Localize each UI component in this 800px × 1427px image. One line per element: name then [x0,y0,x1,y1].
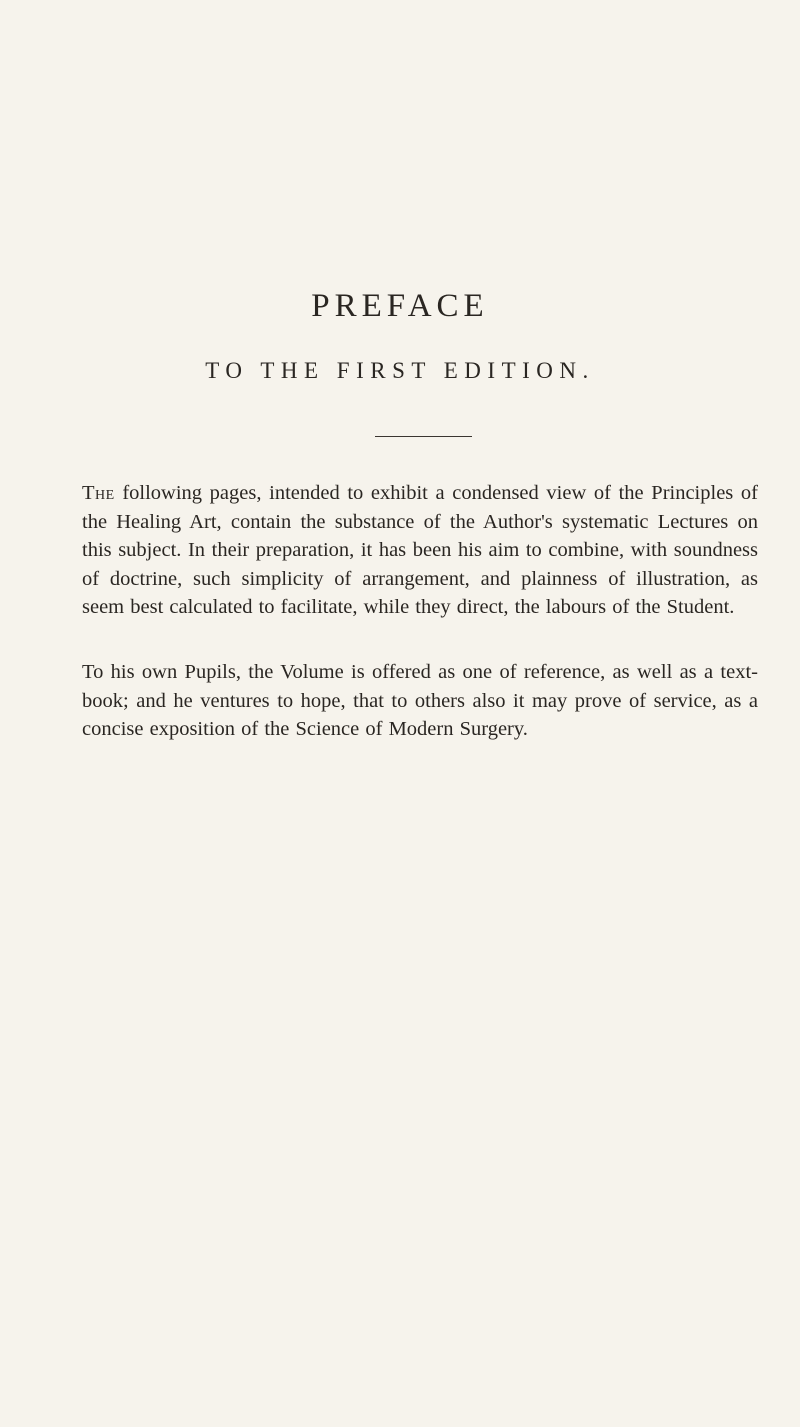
page-subtitle: TO THE FIRST EDITION. [205,358,595,383]
paragraph-lead-in: The [82,482,115,504]
paragraph-1-text: following pages, intended to exhibit a condensed view of the Principles of the Healing Art, contain the substance of the Author's systematic Lectures on this subject. In their preparation, it has been his aim to combine, with soundness of doctrine, such simplicity of arrangement, and plainness of illustration, as seem best calculated to facilitate, while they direct, the labours of the Student. [82,482,758,619]
preface-paragraph-1 [82,479,758,622]
section-divider [375,436,472,437]
page-title: PREFACE [311,288,489,324]
preface-paragraph-2: To his own Pupils, the Volume is offered as one of reference, as well as a text-book; and he ventures to hope, that to others also it may prove of service, as a concise exposition of the Science of Modern Surgery. [82,661,758,741]
